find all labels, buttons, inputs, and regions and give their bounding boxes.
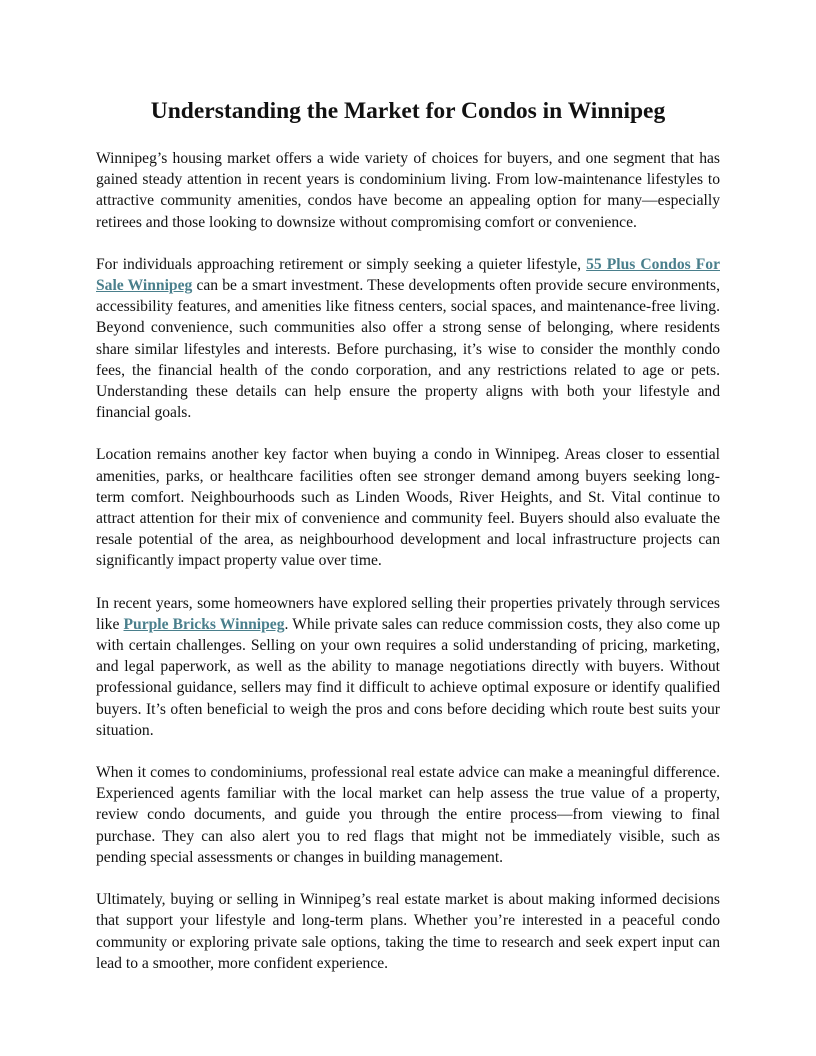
paragraph-text: In recent years, some homeowners have explored selling their properties privately through services like xyxy=(96,594,720,633)
paragraph-professional-advice: When it comes to condominiums, professional real estate advice can make a meaningful difference. Experienced agents familiar with the local market can help assess the true value of a property, review condo documents, and guide you through the entire process—from viewing to final purchase. They can also alert you to red flags that might not be immediately visible, such as pending special assessments or changes in building management. xyxy=(96,764,720,866)
paragraph-intro: Winnipeg’s housing market offers a wide variety of choices for buyers, and one segment that has gained steady attention in recent years is condominium living. From low-maintenance lifestyles to attractive community amenities, condos have become an appealing option for many—especially retirees and those looking to downsize without compromising comfort or convenience. xyxy=(96,150,720,231)
document-title: Understanding the Market for Condos in Winnipeg xyxy=(150,98,666,124)
paragraph-conclusion: Ultimately, buying or selling in Winnipeg’s real estate market is about making informed decisions that support your lifestyle and long-term plans. Whether you’re interested in a peaceful condo community or exploring private sale options, taking the time to research and seek expert input can lead to a smoother, more confident experience. xyxy=(96,891,720,972)
link-purple-bricks[interactable]: Purple Bricks Winnipeg xyxy=(123,615,285,633)
link-55-plus-condos[interactable]: 55 Plus Condos For Sale Winnipeg xyxy=(96,255,720,295)
paragraph-text: can be a smart investment. These developments often provide secure environments, accessibility features, and amenities like fitness centers, social spaces, and maintenance-free living. Beyond convenience, such communities also offer a strong sense of belonging, where residents share similar lifestyles and interests. Before purchasing, it’s wise to consider the monthly condo fees, the financial health of the condo corporation, and any restrictions related to age or pets. Understanding these details can help ensure the property aligns with both your lifestyle and financial goals. xyxy=(96,277,720,422)
paragraph-text: . While private sales can reduce commission costs, they also come up with certain challenges. Selling on your own requires a solid understanding of pricing, marketing, and legal paperwork, as well as the ability to manage negotiations directly with buyers. Without professional guidance, sellers may find it difficult to achieve optimal exposure or identify qualified buyers. It’s often beneficial to weigh the pros and cons before deciding which route best suits your situation. xyxy=(96,615,720,739)
paragraph-55-plus xyxy=(96,254,720,424)
paragraph-text: For individuals approaching retirement or simply seeking a quieter lifestyle, xyxy=(96,255,587,273)
paragraph-private-sale xyxy=(96,593,720,741)
document-page xyxy=(96,96,720,995)
paragraph-location: Location remains another key factor when buying a condo in Winnipeg. Areas closer to essential amenities, parks, or healthcare facilities often see stronger demand among buyers seeking long-term comfort. Neighbourhoods such as Linden Woods, River Heights, and St. Vital continue to attract attention for their mix of convenience and community feel. Buyers should also evaluate the resale potential of the area, as neighbourhood development and local infrastructure projects can significantly impact property value over time. xyxy=(96,446,720,570)
